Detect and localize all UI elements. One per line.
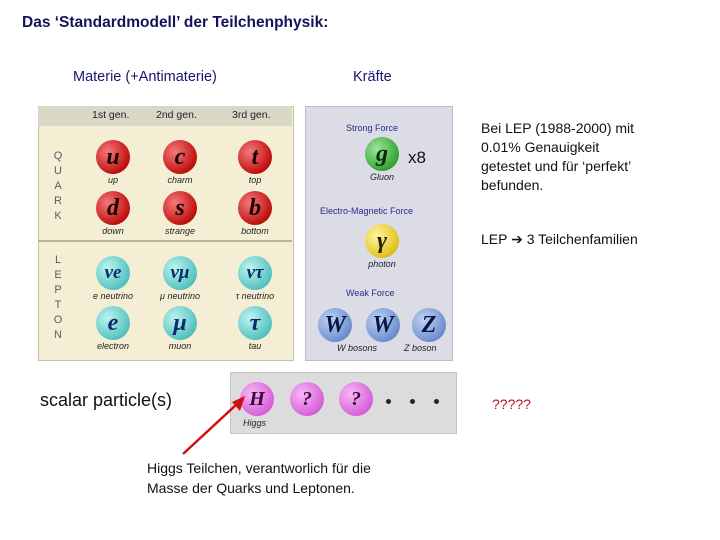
particle-strange: s strange: [155, 189, 205, 239]
lep-families-note: LEP ➔ 3 Teilchenfamilien: [481, 231, 638, 247]
higgs-caption: Higgs Teilchen, verantworlich für die Masse der Quarks und Leptonen.: [147, 460, 371, 496]
particle-w-minus: W: [358, 306, 408, 356]
higgs-label: Higgs: [243, 418, 267, 428]
gen-3-label: 3rd gen.: [232, 109, 271, 121]
ellipsis-dot: [434, 399, 439, 404]
particle-bottom: b bottom: [230, 189, 280, 239]
ellipsis-dot: [410, 399, 415, 404]
weak-force-label: Weak Force: [346, 288, 395, 298]
gen-1-label: 1st gen.: [92, 109, 130, 121]
unknown-scalar-2: ?: [339, 382, 373, 416]
particle-higgs: H: [240, 382, 274, 416]
particle-muon: μ muon: [155, 304, 205, 354]
page-title: Das ‘Standardmodell’ der Teilchenphysik:: [22, 14, 329, 31]
unknown-marker: ?????: [492, 396, 531, 412]
strong-force-label: Strong Force: [346, 123, 399, 133]
scalar-particles-label: scalar particle(s): [40, 390, 173, 410]
ellipsis-dot: [386, 399, 391, 404]
gen-2-label: 2nd gen.: [156, 109, 197, 121]
lep-note: Bei LEP (1988-2000) mit 0.01% Genauigkeit getestet und für ‘perfekt’ befunden.: [481, 120, 635, 193]
particle-top: t top: [230, 138, 280, 188]
particle-photon: γ photon: [357, 222, 407, 272]
gluon-multiplicity: x8: [408, 148, 426, 167]
w-bosons-label: W bosons: [337, 343, 378, 353]
unknown-scalar-1: ?: [290, 382, 324, 416]
particle-z: Z: [404, 306, 454, 356]
quark-lepton-divider: [38, 240, 292, 242]
particle-electron: e electron: [88, 304, 138, 354]
particle-w-plus: W: [310, 306, 360, 356]
lepton-side-label: L E P T O N: [53, 254, 63, 341]
quark-side-label: Q U A R K: [53, 150, 63, 222]
forces-heading: Kräfte: [353, 69, 392, 85]
particle-charm: c charm: [155, 138, 205, 188]
particle-tau-neutrino: ντ τ neutrino: [230, 254, 280, 304]
particle-down: d down: [88, 189, 138, 239]
particle-up: u up: [88, 138, 138, 188]
em-force-label: Electro-Magnetic Force: [320, 206, 414, 216]
particle-mu-neutrino: νμ μ neutrino: [155, 254, 205, 304]
particle-e-neutrino: νe e neutrino: [88, 254, 138, 304]
particle-gluon: g Gluon: [357, 135, 407, 185]
particle-tau: τ tau: [230, 304, 280, 354]
z-boson-label: Z boson: [404, 343, 437, 353]
higgs-arrow: [175, 390, 255, 460]
matter-heading: Materie (+Antimaterie): [73, 69, 217, 85]
